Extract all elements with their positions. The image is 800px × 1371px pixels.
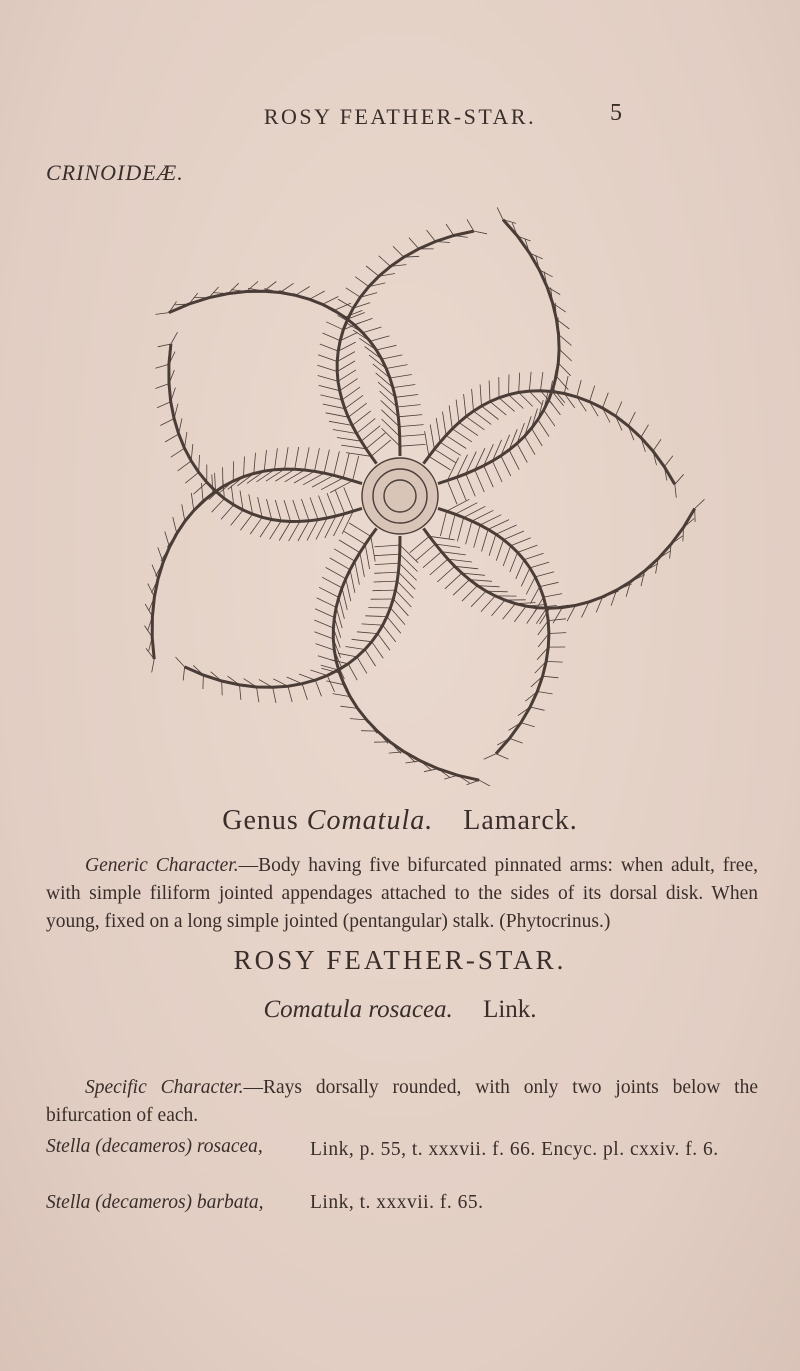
genus-label: Genus xyxy=(222,805,299,836)
generic-character-text: —Body having five bifurcated pinnated arms: when adult, free, with simple filiform jointed appendages attached to the sides of its dorsal disk. When young, fixed on a long simple jointed (pentangular) stalk. (Phytocrinus.) xyxy=(46,855,758,932)
section-label: CRINOIDEÆ. xyxy=(46,160,184,185)
species-heading xyxy=(0,996,800,1024)
arm xyxy=(176,536,419,703)
genus-heading xyxy=(0,805,800,837)
genus-authority: Lamarck. xyxy=(463,805,578,836)
specific-character-label: Specific Character. xyxy=(85,1077,244,1098)
arm xyxy=(156,281,426,456)
arm xyxy=(438,499,566,759)
arm xyxy=(314,523,491,786)
synonym-name: Stella (decameros) barbata, xyxy=(46,1192,264,1213)
specific-character-paragraph xyxy=(46,1074,758,1130)
arm xyxy=(155,332,362,541)
species-authority: Link. xyxy=(483,996,537,1023)
species-latin-name: Comatula rosacea. xyxy=(263,996,453,1023)
synonym-reference: Link, p. 55, t. xxxvii. f. 66. Encyc. pl. cxxiv. f. 6. xyxy=(310,1139,719,1160)
genus-name: Comatula. xyxy=(306,805,434,836)
synonym-name: Stella (decameros) rosacea, xyxy=(46,1136,263,1157)
species-common-name: ROSY FEATHER-STAR. xyxy=(233,945,567,975)
generic-character-paragraph xyxy=(46,852,758,936)
arm xyxy=(317,219,487,463)
arm xyxy=(438,207,572,504)
arm xyxy=(145,447,363,672)
generic-character-label: Generic Character. xyxy=(85,855,239,876)
running-head: ROSY FEATHER-STAR. xyxy=(263,104,537,129)
specific-character-text: —Rays dorsally rounded, with only two joints below the bifurcation of each. xyxy=(46,1077,758,1126)
feather-star-illustration xyxy=(38,196,762,786)
synonym-reference: Link, t. xxxvii. f. 65. xyxy=(310,1192,484,1213)
page-number: 5 xyxy=(610,100,622,126)
